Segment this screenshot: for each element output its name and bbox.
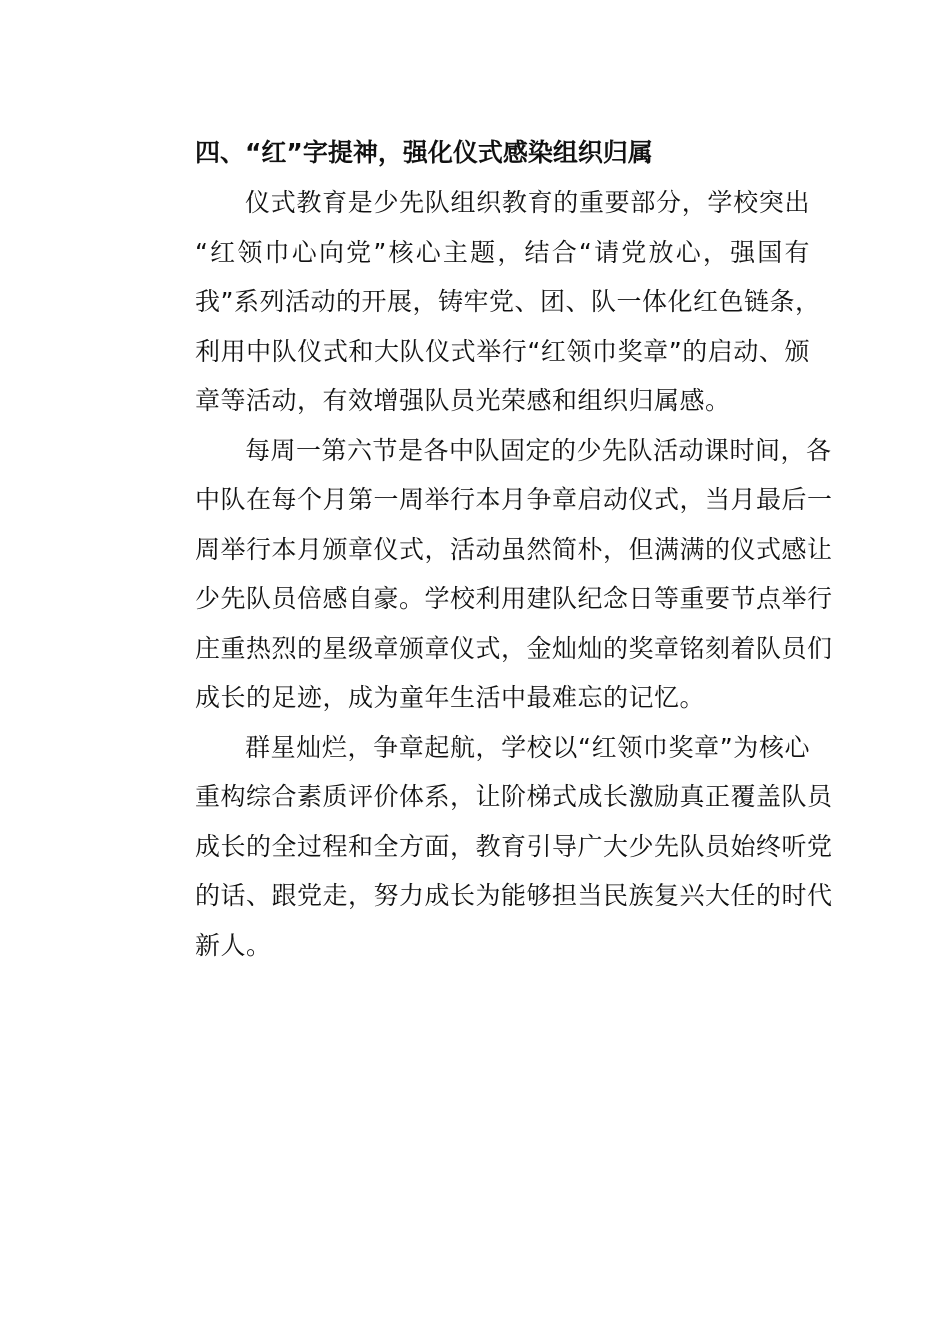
paragraph-line: 中队在每个月第一周举行本月争章启动仪式，当月最后一	[195, 485, 833, 514]
paragraph-line: 重构综合素质评价体系，让阶梯式成长激励真正覆盖队员	[195, 782, 833, 811]
paragraph-line: 利用中队仪式和大队仪式举行“红领巾奖章”的启动、颁	[195, 336, 810, 366]
paragraph-line: 庄重热烈的星级章颁章仪式，金灿灿的奖章铭刻着队员们	[195, 633, 833, 663]
section-heading: 四、“红”字提神，强化仪式感染组织归属	[195, 138, 653, 167]
paragraph-line: 群星灿烂，争章起航，学校以“红领巾奖章”为核心	[245, 732, 810, 762]
paragraph-line: 少先队员倍感自豪。学校利用建队纪念日等重要节点举行	[195, 584, 833, 613]
paragraph-line: 成长的全过程和全方面，教育引导广大少先队员始终听党	[195, 831, 833, 861]
paragraph-line: 周举行本月颁章仪式，活动虽然简朴，但满满的仪式感让	[195, 534, 833, 564]
paragraph-line: 每周一第六节是各中队固定的少先队活动课时间，各	[245, 435, 832, 465]
paragraph-line: 的话、跟党走，努力成长为能够担当民族复兴大任的时代	[195, 881, 833, 910]
paragraph-line: 我”系列活动的开展，铸牢党、团、队一体化红色链条，	[195, 287, 821, 316]
paragraph-line: “红领巾心向党”核心主题，结合“请党放心，强国有	[195, 237, 810, 267]
paragraph-weekly-activity	[145, 426, 833, 723]
paragraph-ritual-education	[145, 178, 821, 426]
paragraph-line: 仪式教育是少先队组织教育的重要部分，学校突出	[245, 188, 810, 217]
document-body	[145, 128, 833, 970]
paragraph-line: 新人。	[195, 930, 272, 960]
paragraph-line: 成长的足迹，成为童年生活中最难忘的记忆。	[195, 683, 706, 712]
paragraph-line: 章等活动，有效增强队员光荣感和组织归属感。	[195, 386, 731, 415]
paragraph-conclusion	[145, 723, 833, 971]
